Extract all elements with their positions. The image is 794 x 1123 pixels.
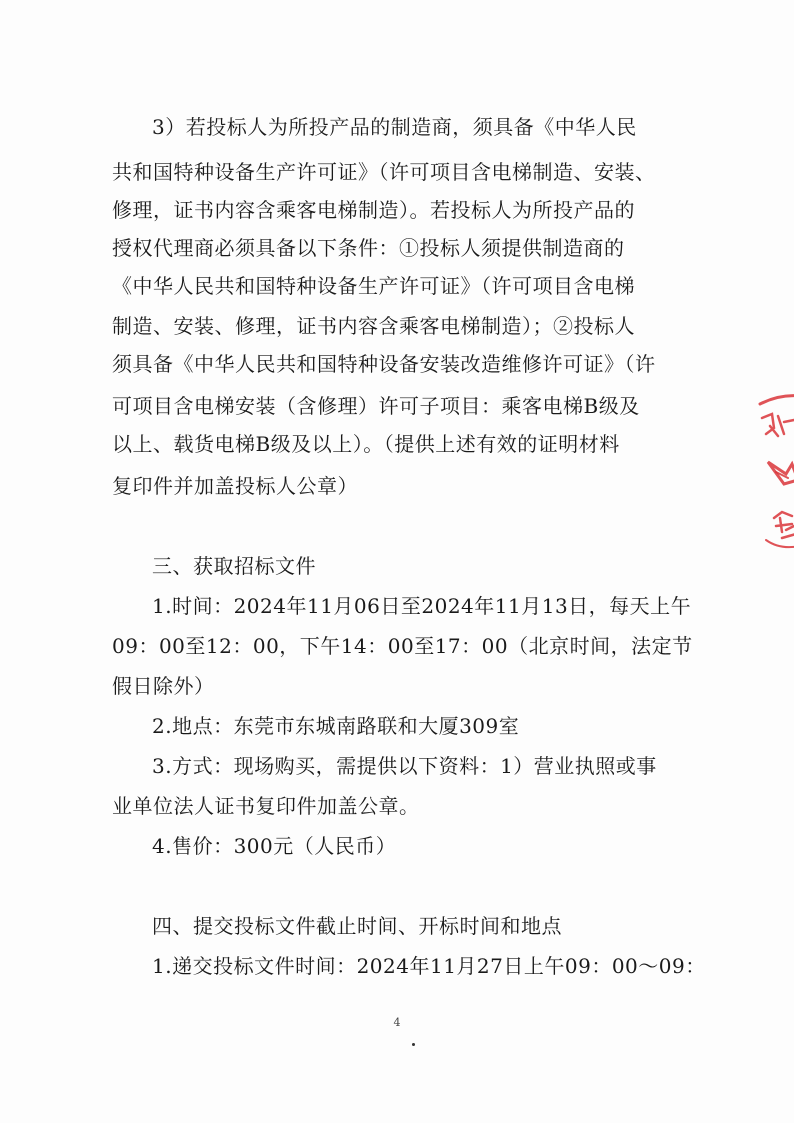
paragraph-line: 1.时间：2024年11月06日至2024年11月13日，每天上午 [152, 594, 692, 618]
paragraph-line: 复印件并加盖投标人公章） [112, 474, 358, 498]
paragraph-line: 以上、载货电梯B级及以上）。（提供上述有效的证明材料 [112, 432, 620, 456]
section-heading: 四、提交投标文件截止时间、开标时间和地点 [152, 914, 562, 938]
paragraph-line: 3）若投标人为所投产品的制造商，须具备《中华人民 [152, 115, 637, 139]
partial-seal-stamp [740, 390, 794, 560]
paragraph-line: 制造、安装、修理，证书内容含乘客电梯制造）；②投标人 [112, 314, 635, 338]
section-heading: 三、获取招标文件 [152, 554, 316, 578]
scan-speck [412, 1043, 415, 1046]
paragraph-line: 2.地点：东莞市东城南路联和大厦309室 [152, 714, 520, 738]
paragraph-line: 修理，证书内容含乘客电梯制造）。若投标人为所投产品的 [112, 198, 635, 222]
paragraph-line: 可项目含电梯安装（含修理）许可子项目：乘客电梯B级及 [112, 394, 640, 418]
paragraph-line: 授权代理商必须具备以下条件：①投标人须提供制造商的 [112, 236, 625, 260]
paragraph-line: 4.售价：300元（人民币） [152, 834, 397, 858]
paragraph-line: 业单位法人证书复印件加盖公章。 [112, 794, 420, 818]
paragraph-line: 3.方式：现场购买，需提供以下资料：1）营业执照或事 [152, 754, 657, 778]
page-number: 4 [393, 1016, 401, 1029]
paragraph-line: 共和国特种设备生产许可证》（许可项目含电梯制造、安装、 [112, 160, 656, 184]
paragraph-line: 1.递交投标文件时间：2024年11月27日上午09：00～09： [152, 954, 706, 978]
paragraph-line: 假日除外） [112, 674, 215, 698]
seal-icon [740, 390, 794, 560]
paragraph-line: 09：00至12：00，下午14：00至17：00（北京时间，法定节 [112, 634, 693, 658]
paragraph-line: 须具备《中华人民共和国特种设备安装改造维修许可证》（许 [112, 352, 656, 376]
paragraph-line: 《中华人民共和国特种设备生产许可证》（许可项目含电梯 [112, 274, 635, 298]
